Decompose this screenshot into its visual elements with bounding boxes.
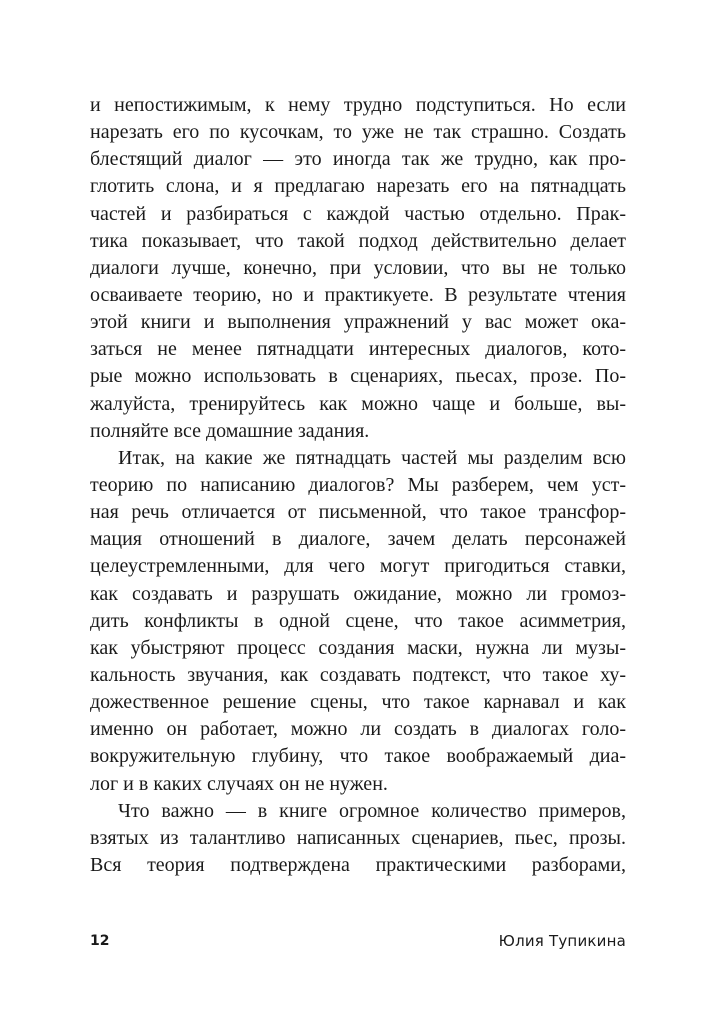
text-line: диалоги лучше, конечно, при условии, что вы не только xyxy=(90,256,626,279)
running-footer-author: Юлия Тупикина xyxy=(498,932,626,950)
text-line: рые можно использовать в сценариях, пьесах, прозе. По- xyxy=(90,365,626,388)
text-line: дить конфликты в одной сцене, что такое асимметрия, xyxy=(90,609,626,632)
text-line-paragraph-end: полняйте все домашние задания. xyxy=(90,419,370,442)
text-line: взятых из талантливо написанных сценариев, пьес, прозы. xyxy=(90,826,626,849)
text-line: теорию по написанию диалогов? Мы разберем, чем уст- xyxy=(90,473,626,496)
text-line-paragraph-start: Итак, на какие же пятнадцать частей мы разделим всю xyxy=(118,446,626,469)
text-line: Вся теория подтверждена практическими разборами, xyxy=(90,853,626,876)
text-line: мация отношений в диалоге, зачем делать персонажей xyxy=(90,528,626,551)
text-line: кальность звучания, как создавать подтекст, что такое ху- xyxy=(90,663,626,686)
text-line: и непостижимым, к нему трудно подступиться. Но если xyxy=(90,94,626,116)
text-line: целеустремленными, для чего могут пригодиться ставки, xyxy=(90,555,626,578)
text-line: нарезать его по кусочкам, то уже не так страшно. Создать xyxy=(90,121,626,144)
text-line-paragraph-end: лог и в каких случаях он не нужен. xyxy=(90,772,388,795)
text-line: частей и разбираться с каждой частью отдельно. Прак- xyxy=(90,202,626,225)
text-line: осваиваете теорию, но и практикуете. В результате чтения xyxy=(90,283,626,306)
text-line: глотить слона, и я предлагаю нарезать его на пятнадцать xyxy=(90,175,626,198)
text-line: заться не менее пятнадцати интересных диалогов, кото- xyxy=(90,338,626,361)
page-footer xyxy=(90,930,626,952)
text-line: вокружительную глубину, что такое воображаемый диа- xyxy=(90,745,626,768)
text-line: тика показывает, что такой подход действительно делает xyxy=(90,229,626,252)
body-text xyxy=(90,92,626,879)
text-line: именно он работает, можно ли создать в диалогах голо- xyxy=(90,718,626,741)
text-line-paragraph-start: Что важно — в книге огромное количество примеров, xyxy=(118,799,626,822)
text-line: дожественное решение сцены, что такое карнавал и как xyxy=(90,691,626,714)
text-line: ная речь отличается от письменной, что такое трансфор- xyxy=(90,501,626,524)
text-line: как создавать и разрушать ожидание, можно ли громоз- xyxy=(90,582,626,605)
text-line: жалуйста, тренируйтесь как можно чаще и больше, вы- xyxy=(90,392,626,415)
text-line: как убыстряют процесс создания маски, нужна ли музы- xyxy=(90,636,626,659)
text-line: этой книги и выполнения упражнений у вас может ока- xyxy=(90,311,626,334)
page-number: 12 xyxy=(90,933,110,949)
text-line: блестящий диалог — это иногда так же трудно, как про- xyxy=(90,148,626,171)
